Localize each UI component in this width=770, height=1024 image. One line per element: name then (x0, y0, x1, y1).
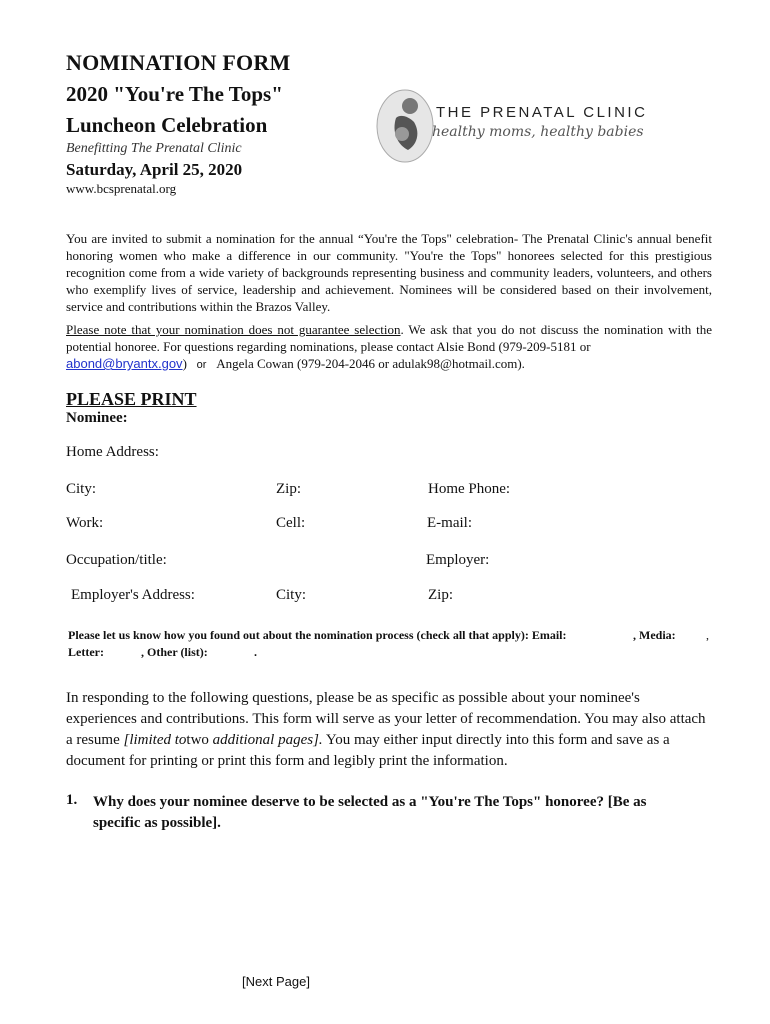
source-comma: , (706, 628, 709, 642)
responding-paragraph (66, 688, 706, 772)
event-title-line1: 2020 "You're The Tops" (66, 82, 283, 106)
note-underlined: Please note that your nomination does not guarantee selection (66, 322, 401, 337)
zip2-label: Zip: (428, 587, 453, 603)
question1-text: Why does your nominee deserve to be selected as a "You're The Tops" honoree? [Be as specific as possible]. (93, 794, 647, 831)
responding-text1: In responding to the following questions, please be as specific as possible about your nominee's experiences and contributions. This form will serve as your letter of recommendation. You may also attach a resume (66, 690, 706, 748)
contact2: Angela Cowan (979-204-2046 or adulak98@hotmail.com). (216, 356, 525, 371)
source-question: Please let us know how you found out about the nomination process (check all that apply): Email: (68, 628, 567, 642)
zip-label: Zip: (276, 481, 301, 497)
two-text: two (186, 732, 209, 748)
next-page-label: [Next Page] (242, 974, 310, 989)
event-title-line2: Luncheon Celebration (66, 113, 268, 137)
logo-name: THE PRENATAL CLINIC (436, 104, 648, 121)
mother-baby-icon (374, 86, 436, 166)
source-letter: Letter: (68, 645, 104, 659)
contact-email-link[interactable]: abond@bryantx.gov (66, 356, 183, 371)
city2-label: City: (276, 587, 307, 603)
nomination-note (66, 321, 712, 374)
email-label: E-mail: (427, 515, 472, 531)
clinic-logo (374, 86, 648, 166)
nominee-label: Nominee: (66, 410, 128, 426)
form-title: NOMINATION FORM (66, 50, 291, 75)
source-other: , Other (list): (141, 645, 208, 659)
limited-text: [limited to (123, 732, 187, 748)
intro-paragraph (66, 230, 712, 315)
intro-text: You are invited to submit a nomination for the annual “You're the Tops" celebration- The Prenatal Clinic's annual benefit honoring women who make a difference in our community. "You're the Tops" honorees selected for this prestigious recognition come from a wide variety of backgrounds representing business and community leaders, volunteers, and others who exemplify lives of service, leadership and achievement. Nominees will be considered based on their involvement, service and contributions within the Brazos Valley. (66, 231, 712, 314)
note-rest: . We ask that you do not discuss the nomination with the potential honoree. For questions regarding nominations, please contact Alsie Bond (979-209-5181 or (66, 322, 712, 354)
source-period: . (254, 645, 257, 659)
employer-label: Employer: (426, 552, 490, 568)
source-media: , Media: (633, 628, 676, 642)
occupation-label: Occupation/title: (66, 552, 167, 568)
please-print-heading: PLEASE PRINT (66, 389, 197, 409)
question1-number: 1. (66, 792, 78, 808)
or-text: or (196, 359, 207, 371)
event-date: Saturday, April 25, 2020 (66, 160, 243, 179)
work-label: Work: (66, 515, 104, 531)
website: www.bcsprenatal.org (66, 181, 177, 196)
home-address-label: Home Address: (66, 444, 159, 460)
employer-address-label: Employer's Address: (71, 587, 195, 603)
home-phone-label: Home Phone: (428, 481, 511, 497)
city-label: City: (66, 481, 97, 497)
close-paren: ) (182, 356, 187, 371)
benefit-line: Benefitting The Prenatal Clinic (66, 141, 242, 156)
additional-text: additional pages]. (212, 732, 323, 748)
cell-label: Cell: (276, 515, 306, 531)
responding-text2: You may either input directly into this form and save as a document for printing or print this form and legibly print the information. (66, 732, 670, 769)
logo-tagline: healthy moms, healthy babies (432, 124, 644, 140)
